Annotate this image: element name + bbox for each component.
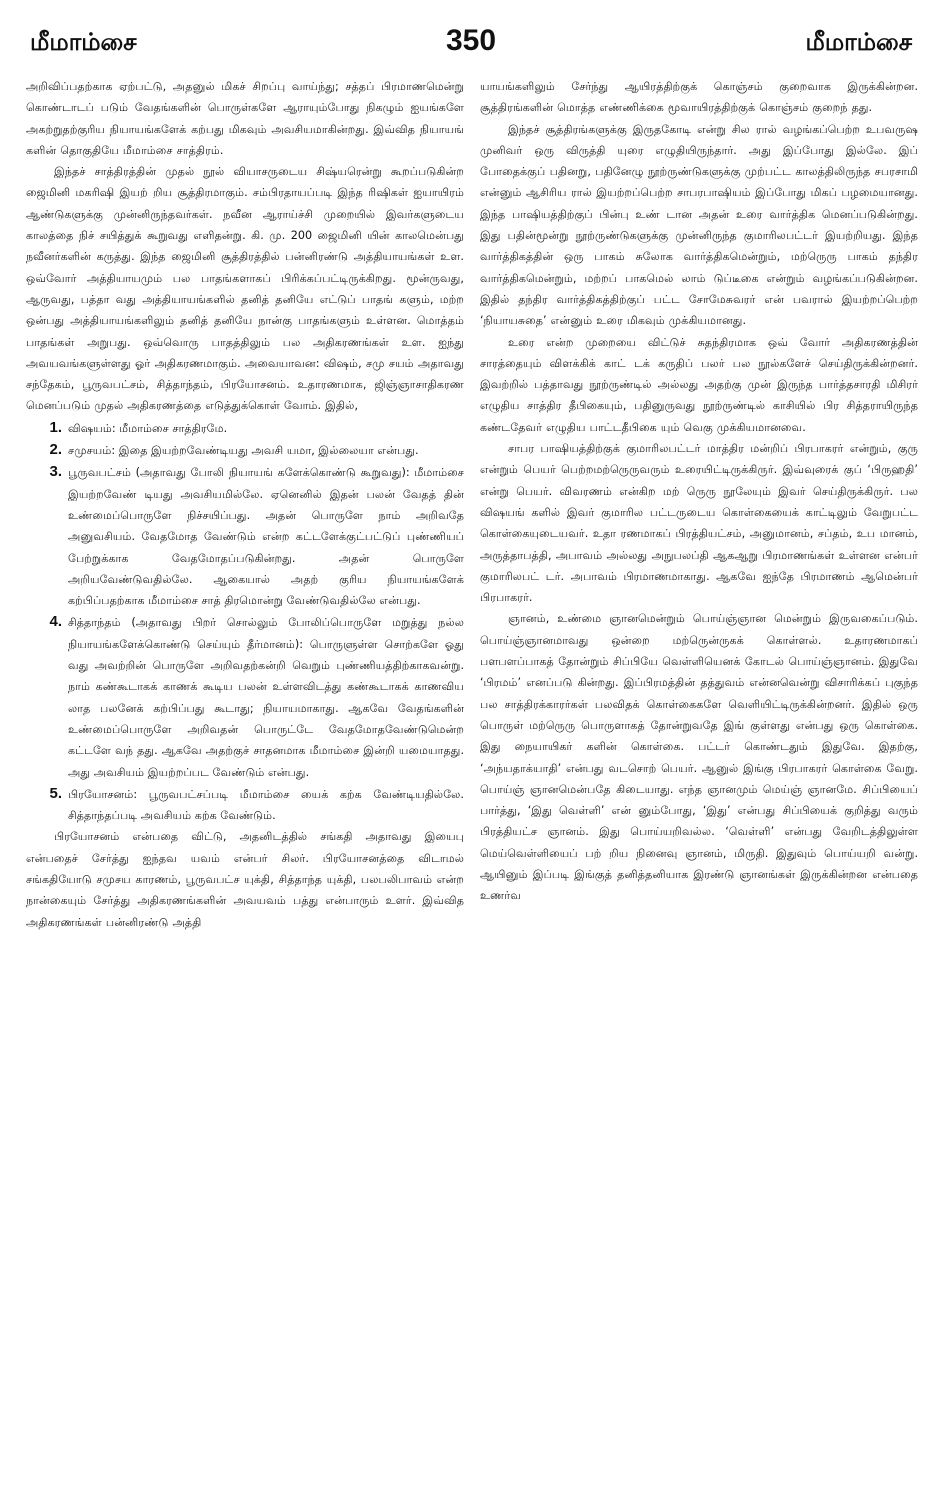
left-column [26,76,464,1477]
paragraph-intro: அறிவிப்பதற்காக ஏற்பட்டு, அதனுல் மிகச் சிறப்பு வாய்ந்து; சத்தப் பிரமாணமென்று கொண்டாடப் படும் வேதங்களின் பொருள்களே ஆராயும்போது நிகழும் ஐயங்களே அகற்றுதற்குரிய நியாயங்களேக் கற்பது மிகவும் அவசியமாகின்றது. இவ்வித நியாயங் களின் தொகுதியே மீமாம்சை சாத்திரம். [26,80,464,157]
running-head-right: மீமாம்சை [805,28,912,56]
list-item-text: பிரயோசனம்: பூருவபட்சப்படி மீமாம்சை யைக் கற்க வேண்டியதில்லே. சித்தாந்தப்படி அவசியம் கற்க வேண்டும். [68,787,464,823]
paragraph-sangati: பிரயோசனம் என்பதை விட்டு, அதனிடத்தில் சங்கதி அதாவது இயைபு என்பதைச் சேர்த்து ஐந்தவ யவம் என்பர் சிலர். பிரயோசனத்தை விடாமல் சங்கதியோடு சமுசய காரணம், பூருவபட்ச யுக்தி, சித்தாந்த யுக்தி, பலபலிபாவம் என்ற நான்கையும் சேர்த்து அதிகரணங்களின் அவயவம் பத்து என்பாரும் உளர். இவ்வித அதிகரணங்கள் பன்னிரண்டு அத்தி [26,830,464,929]
list-item-text: விஷயம்: மீமாம்சை சாத்திரமே. [68,421,228,435]
list-item-number: 5. [49,784,62,802]
list-item-text: சமுசயம்: இதை இயற்றவேண்டியது அவசி யமா, இல்லையா என்பது. [68,444,419,458]
page-number: 350 [445,24,497,57]
right-column [480,76,918,1477]
list-item-number: 1. [49,418,62,436]
list-item [26,783,464,827]
running-head-left: மீமாம்சை [30,28,137,56]
two-column-body [26,76,918,1477]
paragraph-vritti: இந்தச் சூத்திரங்களுக்கு இருதகோடி என்று சில ரால் வழங்கப்பெற்ற உபவருஷ முனிவர் ஒரு விருத்தி யுரை எழுதியிருந்தார். அது இப்போது இல்லே. இப் போதைக்குப் பதினறு, பதினேழு நூற்ருண்டுகளுக்கு முற்பட்ட காலத்திலிருந்த சபரசாமி என்னும் ஆசிரிய ரால் இயற்றப்பெற்ற சாபரபாஷியம் இப்போது மிகப் பழமையானது. இந்த பாஷியத்திற்குப் பின்பு உண் டான அதன் உரை வார்த்திக மெனப்படுகின்றது. இது பதின்மூன்று நூற்ருண்டுகளுக்கு முன்னிருந்த குமாரிலபட்டர் இயற்றியது. இந்த வார்த்திகத்தின் ஒரு பாகம் சுலோக வார்த்திகமென்றும், மற்ருெரு பாகம் தந்திர வார்த்திகமென்றும், மற்றப் பாகமெல் லாம் டுப்டீகை என்றும் வழங்கப்படுகின்றன. இதில் தந்திர வார்த்திகத்திற்குப் பட்ட சோமேசுவரர் என் பவரால் இயற்றப்பெற்ற ‘நியாயசுதை’ என்னும் உரை மிகவும் முக்கியமானது. [480,122,918,328]
list-item [26,439,464,461]
paragraph-prabhakara: சாபர பாஷியத்திற்குக் குமாரிலபட்டர் மாத்திர மன்றிப் பிரபாகரர் என்றும், குரு என்றும் பெயர் பெற்றமற்ருெருவரும் உரையிட்டிருக்கிருர். இவ்வுரைக் குப் ‘பிருஹதி’ என்று பெயர். விவரணம் என்கிற மற் ருெரு நூலேயும் இவர் செய்திருக்கிருர். பல விஷயங் களில் இவர் குமாரில பட்டருடைய கொள்கையைக் காட்டிலும் வேறுபட்ட கொள்கையுடையவர். உதா ரணமாகப் பிரத்தியட்சம், அனுமானம், சப்தம், உப மானம், அருத்தாபத்தி, அபாவம் அல்லது அநுபலப்தி ஆகஆறு பிரமாணங்கள் உள்ளன என்பர் குமாரிலபட் டர். அபாவம் பிரமாணமாகாது. ஆகவே ஐந்தே பிரமாணம் ஆமென்பர் பிரபாகரர். [480,442,918,605]
list-item-number: 4. [49,613,62,631]
list-item-number: 3. [49,463,62,481]
list-item-number: 2. [49,441,62,459]
list-item-text: பூருவபட்சம் (அதாவது போலி நியாயங் களேக்கொண்டு கூறுவது): மீமாம்சை இயற்றவேண் டியது அவசியமில்லே. ஏனெனில் இதன் பலன் வேதத் தின் உண்மைப்பொருளே நிச்சயிப்பது. அதன் பொருளே நாம் அறிவதே அனுவசியம். வேதமோத வேண்டும் என்ற கட்டளேக்குட்பட்டுப் புண்ணியப் பேற்றுக்காக வேதமோதப்படுகின்றது. அதன் பொருளே அறியவேண்டுவதில்லே. ஆகையால் அதற் குரிய நியாயங்களேக் கற்பிப்பதற்காக மீமாம்சை சாத் திரமொன்று வேண்டுவதில்லே என்பது. [68,466,464,608]
list-item [26,611,464,782]
paragraph-continued: யாயங்களிலும் சேர்ந்து ஆயிரத்திற்குக் கொஞ்சம் குறைவாக இருக்கின்றன. சூத்திரங்களின் மொத்த எண்ணிக்கை மூவாயிரத்திற்குக் கொஞ்சம் குறைந் தது. [480,80,918,115]
running-head [26,24,916,64]
paragraph-commentaries: உரை என்ற முறையை விட்டுச் சுதந்திரமாக ஒவ் வோர் அதிகரணத்தின் சாரத்தையும் விளக்கிக் காட் டக் கருதிப் பலர் பல நூல்களேச் செய்திருக்கின்றனர். இவற்றில் பத்தாவது நூற்ருண்டில் அல்லது அதற்கு முன் இருந்த பார்த்தசாரதி மிசிரர் எழுதிய சாத்திர தீபிகையும், பதினுருவது நூற்ருண்டில் காசியில் பிர சித்தராயிருந்த கண்டதேவர் எழுதிய பாட்டதீபிகை யும் வெகு முக்கியமானவை. [480,335,918,434]
paragraph-jnana: ஞானம், உண்மை ஞானமென்றும் பொய்ஞ்ஞான மென்றும் இருவகைப்படும். பொய்ஞ்ஞானமாவது ஒன்றை மற்ருென்ருகக் கொள்ளல். உதாரணமாகப் பளபளப்பாகத் தோன்றும் சிப்பியே வெள்ளியெனக் கோடல் பொய்ஞ்ஞானம். இதுவே ‘பிரமம்’ எனப்படு கின்றது. இப்பிரமத்தின் தத்துவம் என்னவென்று விசாரிக்கப் புகுந்த பல சாத்திரக்காரர்கள் பலவிதக் கொள்கைகளே வெளியிட்டிருக்கின்றனர். இதில் ஒரு பொருள் மற்ருெரு பொருளாகத் தோன்றுவதே இங் குள்ளது என்பது ஒரு கொள்கை. இது நையாயிகர் களின் கொள்கை. பட்டர் கொண்டதும் இதுவே. இதற்கு, ‘அந்யதாக்யாதி’ என்பது வடசொற் பெயர். ஆனுல் இங்கு பிரபாகரர் கொள்கை வேறு. பொய்ஞ் ஞானமென்பதே கிடையாது. எந்த ஞானமும் மெய்ஞ் ஞானமே. சிப்பியைப் பார்த்து, ‘இது வெள்ளி’ என் னும்போது, ‘இது’ என்பது சிப்பியைக் குறித்து வரும் பிரத்தியட்ச ஞானம். இது பொய்யறிவல்ல. ‘வெள்ளி’ என்பது வேறிடத்திலுள்ள மெய்வெள்ளியைப் பற் றிய நினைவு ஞானம், மிருதி. இதுவும் பொய்யறி வன்று. ஆயினும் இப்படி இங்குத் தனித்தனியாக இரண்டு ஞானங்கள் இருக்கின்றன என்பதை உணர்வ [480,612,918,903]
list-item-text: சித்தாந்தம் (அதாவது பிறர் சொல்லும் போலிப்பொருளே மறுத்து நல்ல நியாயங்களேக்கொண்டு செய்யும் தீர்மானம்): பொருளுள்ள சொற்களே ஓது வது அவற்றின் பொருளே அறிவதற்கன்றி வெறும் புண்ணியத்திற்காகவன்று. நாம் கண்கூடாகக் காணக் கூடிய பலன் உள்ளவிடத்து கண்கூடாகக் காணவிய லாத பலனேக் கற்பிப்பது கூடாது; நியாயமாகாது. ஆகவே வேதங்களின் உண்மைப்பொருளே அறிவதன் பொருட்டே வேதமோதவேண்டுமென்ற கட்டளே வந் தது. ஆகவே அதற்குச் சாதனமாக மீமாம்சை இன்றி யமையாதது. அது அவசியம் இயற்றப்பட வேண்டும் என்பது. [68,616,464,779]
list-item [26,461,464,611]
paragraph-jaimini: இந்தச் சாத்திரத்தின் முதல் நூல் வியாசருடைய சிஷ்யரென்று கூறப்படுகின்ற ஜைமினி மகரிஷி இயற் றிய சூத்திரமாகும். சம்பிரதாயப்படி இந்த ரிஷிகள் ஐயாயிரம் ஆண்டுகளுக்கு முன்னிருந்தவர்கள். நவீன ஆராய்ச்சி முறையில் இவர்களுடைய காலத்தை நிச் சயித்துக் கூறுவது எளிதன்று. கி. மு. 200 ஜைமினி யின் காலமென்பது நவீனர்களின் கருத்து. இந்த ஜைமினி சூத்திரத்தில் பன்னிரண்டு அத்தியாயங்கள் உள. ஒவ்வோர் அத்தியாயமும் பல பாதங்களாகப் பிரிக்கப்பட்டிருக்கிறது. மூன்ருவது, ஆருவது, பத்தா வது அத்தியாயங்களில் தனித் தனியே எட்டுப் பாதங் களும், மற்ற ஒன்பது அத்தியாயங்களிலும் தனித் தனியே நான்கு பாதங்களும் உள்ளன. மொத்தம் பாதங்கள் அறுபது. ஒவ்வொரு பாதத்திலும் பல அதிகரணங்கள் உள. ஐந்து அவயவங்களுள்ளது ஓர் அதிகரணமாகும். அவையாவன: விஷம், சமு சயம் அதாவது சந்தேகம், பூருவபட்சம், சித்தாந்தம், பிரயோசனம். உதாரணமாக, ஜிஞ்ஞாசாதிகரண மெனப்படும் முதல் அதிகரணத்தை எடுத்துக்கொள் வோம். இதில், [26,165,464,413]
list-item [26,417,464,439]
